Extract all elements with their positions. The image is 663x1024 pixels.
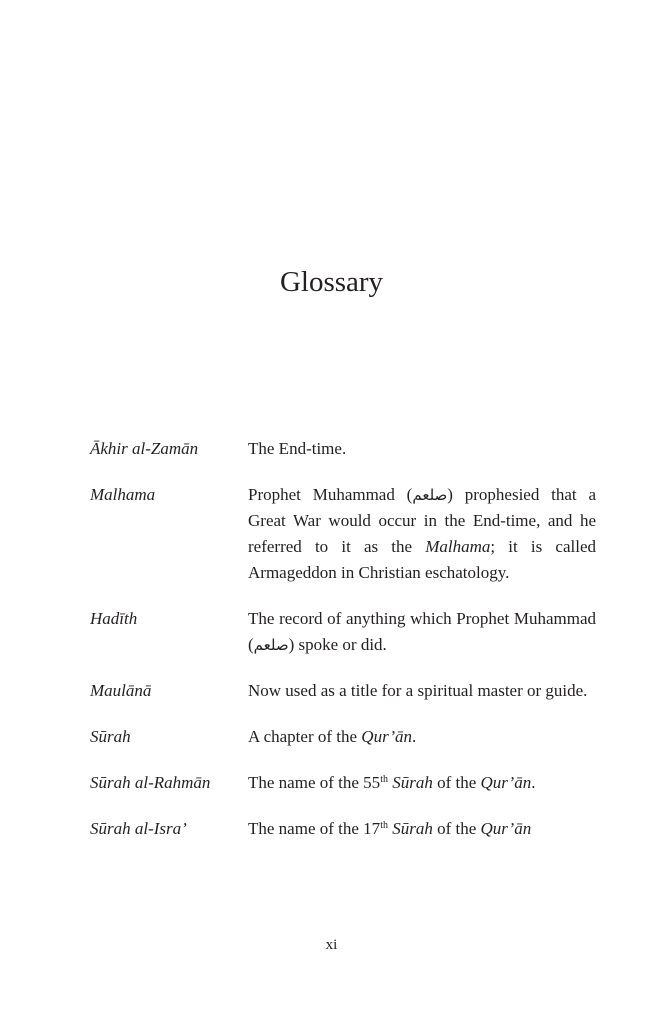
glossary-entry [90, 482, 596, 586]
glossary-term: Malhama [90, 485, 156, 504]
glossary-term: Sūrah al-Rahmān [90, 773, 211, 792]
glossary-definition [248, 816, 596, 842]
page-number: xi [325, 937, 338, 953]
glossary-list [90, 436, 596, 862]
definition-segment: The name of the 55 [248, 773, 381, 792]
definition-segment: Sūrah [392, 773, 433, 792]
definition-segment: Prophet Muhammad ( [248, 485, 413, 504]
glossary-definition [248, 678, 596, 704]
definition-segment: صلعم [253, 636, 289, 654]
definition-segment: Qur’ān [361, 727, 412, 746]
definition-segment: Sūrah [392, 819, 433, 838]
definition-segment: The End-time. [248, 439, 347, 458]
glossary-term: Hadīth [90, 609, 138, 628]
glossary-entry [90, 816, 596, 842]
definition-segment: . [411, 727, 417, 746]
definition-segment: ; it is called Armageddon in Christian eschatology. [248, 537, 597, 582]
definition-segment: A chapter of the [248, 727, 362, 746]
glossary-entry [90, 770, 596, 796]
definition-segment: ) prophesied that a Great War would occur in the End-time, and he referred to it as the [248, 485, 597, 556]
glossary-term: Sūrah al-Isra’ [90, 819, 187, 838]
glossary-definition [248, 724, 596, 750]
glossary-term: Maulānā [90, 681, 152, 700]
definition-segment: th [380, 820, 388, 831]
glossary-definition [248, 770, 596, 796]
definition-segment: of the [432, 773, 481, 792]
glossary-term: Ākhir al-Zamān [90, 439, 199, 458]
glossary-definition [248, 482, 596, 586]
page-title: Glossary [279, 266, 384, 298]
definition-segment: Qur’ān [480, 773, 532, 792]
definition-segment: of the [432, 819, 481, 838]
glossary-entry [90, 678, 596, 704]
definition-segment: th [380, 774, 388, 785]
glossary-entry [90, 606, 596, 658]
glossary-definition [248, 436, 596, 462]
definition-segment: . [531, 773, 536, 792]
glossary-definition [248, 606, 596, 658]
definition-segment: The record of anything which Prophet Muhammad ( [248, 609, 596, 654]
definition-segment: Malhama [425, 537, 491, 556]
definition-segment: Qur’ān [480, 819, 532, 838]
glossary-entry [90, 724, 596, 750]
definition-segment: ) spoke or did. [288, 635, 387, 654]
definition-segment: The name of the 17 [248, 819, 381, 838]
glossary-entry [90, 436, 596, 462]
glossary-term: Sūrah [90, 727, 131, 746]
definition-segment: Now used as a title for a spiritual master or guide. [248, 681, 588, 700]
definition-segment: صلعم [412, 486, 448, 504]
